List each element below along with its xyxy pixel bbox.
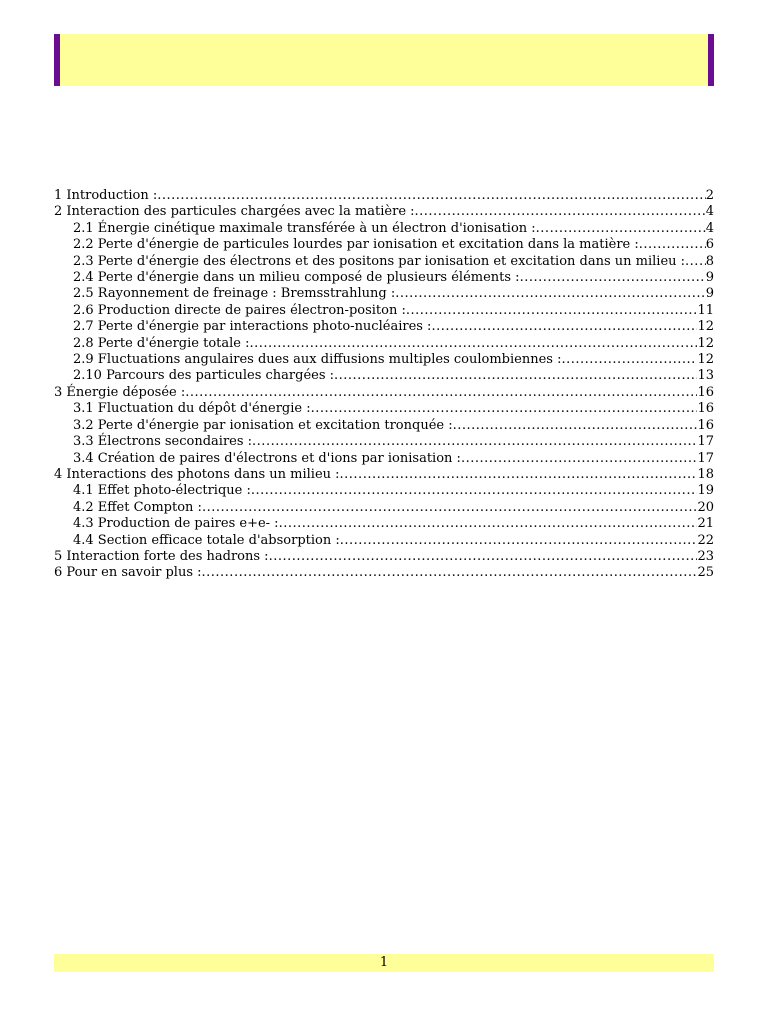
toc-entry-title: 2.1 Énergie cinétique maximale transférée à un électron d'ionisation : <box>73 220 536 236</box>
toc-entry[interactable] <box>54 434 714 450</box>
toc-entry[interactable] <box>54 270 714 286</box>
toc-entry-page: 13 <box>697 368 714 384</box>
toc-entry-title: 3.1 Fluctuation du dépôt d'énergie : <box>73 401 311 417</box>
toc-entry[interactable] <box>54 336 714 352</box>
toc-dot-leader <box>279 516 698 532</box>
toc-entry[interactable] <box>54 319 714 335</box>
header-band <box>54 34 714 86</box>
footer-band <box>54 954 714 972</box>
toc-dot-leader <box>202 500 698 516</box>
toc-entry-page: 21 <box>697 516 714 532</box>
toc-entry-page: 4 <box>705 204 714 220</box>
toc-dot-leader <box>431 319 697 335</box>
toc-dot-leader <box>340 533 698 549</box>
toc-entry-title: 4.3 Production de paires e+e- : <box>73 516 279 532</box>
toc-entry-title: 2.6 Production directe de paires électron-positon : <box>73 302 406 318</box>
footer-page-number: 1 <box>379 955 389 970</box>
toc-dot-leader <box>561 352 697 368</box>
toc-dot-leader <box>185 385 697 401</box>
toc-entry[interactable] <box>54 254 714 270</box>
toc-dot-leader <box>406 303 698 319</box>
toc-entry-page: 8 <box>705 253 714 269</box>
toc-entry-page: 22 <box>697 532 714 548</box>
toc-entry-title: 3.3 Électrons secondaires : <box>73 434 253 450</box>
toc-entry-page: 12 <box>697 335 714 351</box>
toc-dot-leader <box>639 237 706 253</box>
toc-dot-leader <box>157 188 705 204</box>
toc-dot-leader <box>395 286 705 302</box>
toc-entry-title: 4.1 Effet photo-électrique : <box>73 483 251 499</box>
toc-entry-page: 12 <box>697 319 714 335</box>
toc-entry-title: 3.2 Perte d'énergie par ionisation et excitation tronquée : <box>73 417 453 433</box>
toc-entry-page: 16 <box>697 417 714 433</box>
toc-entry[interactable] <box>54 352 714 368</box>
toc-entry[interactable] <box>54 188 714 204</box>
toc-entry-page: 6 <box>705 237 714 253</box>
toc-dot-leader <box>251 483 698 499</box>
toc-entry-title: 2.2 Perte d'énergie de particules lourdes par ionisation et excitation dans la matière : <box>73 237 639 253</box>
toc-entry[interactable] <box>54 401 714 417</box>
toc-entry[interactable] <box>54 368 714 384</box>
toc-entry-page: 11 <box>697 302 714 318</box>
toc-entry[interactable] <box>54 483 714 499</box>
toc-entry[interactable] <box>54 221 714 237</box>
toc-entry-title: 2.4 Perte d'énergie dans un milieu composé de plusieurs éléments : <box>73 270 520 286</box>
toc-entry[interactable] <box>54 533 714 549</box>
toc-dot-leader <box>311 401 698 417</box>
toc-entry-title: 3 Énergie déposée : <box>54 384 186 400</box>
toc-dot-leader <box>250 336 698 352</box>
toc-entry-title: 2.7 Perte d'énergie par interactions photo-nucléaires : <box>73 319 432 335</box>
toc-entry-title: 1 Introduction : <box>54 188 158 203</box>
toc-entry[interactable] <box>54 303 714 319</box>
toc-entry-page: 17 <box>697 434 714 450</box>
toc-entry-title: 2 Interaction des particules chargées avec la matière : <box>54 204 415 220</box>
toc-entry-page: 16 <box>697 401 714 417</box>
toc-entry[interactable] <box>54 467 714 483</box>
toc-entry-title: 4 Interactions des photons dans un milieu : <box>54 466 340 482</box>
toc-entry[interactable] <box>54 237 714 253</box>
toc-entry[interactable] <box>54 516 714 532</box>
toc-entry-page: 18 <box>697 466 714 482</box>
toc-entry-title: 4.2 Effet Compton : <box>73 499 202 515</box>
toc-entry-title: 2.5 Rayonnement de freinage : Bremsstrahlung : <box>73 286 396 302</box>
toc-dot-leader <box>536 221 706 237</box>
toc-dot-leader <box>415 204 706 220</box>
toc-dot-leader <box>520 270 706 286</box>
toc-entry-page: 23 <box>697 548 714 564</box>
toc-entry-page: 12 <box>697 352 714 368</box>
toc-dot-leader <box>202 565 698 581</box>
toc-entry[interactable] <box>54 286 714 302</box>
toc-entry-page: 16 <box>697 384 714 400</box>
toc-entry-page: 25 <box>697 565 714 581</box>
toc-entry-title: 5 Interaction forte des hadrons : <box>54 548 269 564</box>
toc-entry-title: 3.4 Création de paires d'électrons et d'ions par ionisation : <box>73 450 461 466</box>
toc-entry[interactable] <box>54 565 714 581</box>
toc-entry-page: 19 <box>697 483 714 499</box>
toc-entry-page: 20 <box>697 499 714 515</box>
toc-entry[interactable] <box>54 204 714 220</box>
toc-dot-leader <box>269 549 698 565</box>
toc-entry[interactable] <box>54 500 714 516</box>
toc-dot-leader <box>252 434 697 450</box>
toc-entry[interactable] <box>54 451 714 467</box>
toc-entry[interactable] <box>54 549 714 565</box>
toc-entry-title: 2.8 Perte d'énergie totale : <box>73 335 250 351</box>
toc-entry-title: 6 Pour en savoir plus : <box>54 565 202 581</box>
toc-dot-leader <box>334 368 697 384</box>
toc-entry-title: 4.4 Section efficace totale d'absorption : <box>73 532 340 548</box>
toc-entry-page: 9 <box>705 270 714 286</box>
toc-entry-title: 2.9 Fluctuations angulaires dues aux diffusions multiples coulombiennes : <box>73 352 562 368</box>
toc-entry-page: 2 <box>705 188 714 203</box>
toc-entry[interactable] <box>54 385 714 401</box>
toc-dot-leader <box>461 451 698 467</box>
toc-entry-page: 4 <box>705 220 714 236</box>
toc-dot-leader <box>453 418 698 434</box>
toc-entry-title: 2.10 Parcours des particules chargées : <box>73 368 335 384</box>
toc-entry-page: 9 <box>705 286 714 302</box>
toc-entry-page: 17 <box>697 450 714 466</box>
toc-entry[interactable] <box>54 418 714 434</box>
toc-dot-leader <box>340 467 698 483</box>
toc-entry-title: 2.3 Perte d'énergie des électrons et des positons par ionisation et excitation dans un milieu : <box>73 253 686 269</box>
table-of-contents <box>54 188 714 582</box>
toc-dot-leader <box>685 254 706 270</box>
